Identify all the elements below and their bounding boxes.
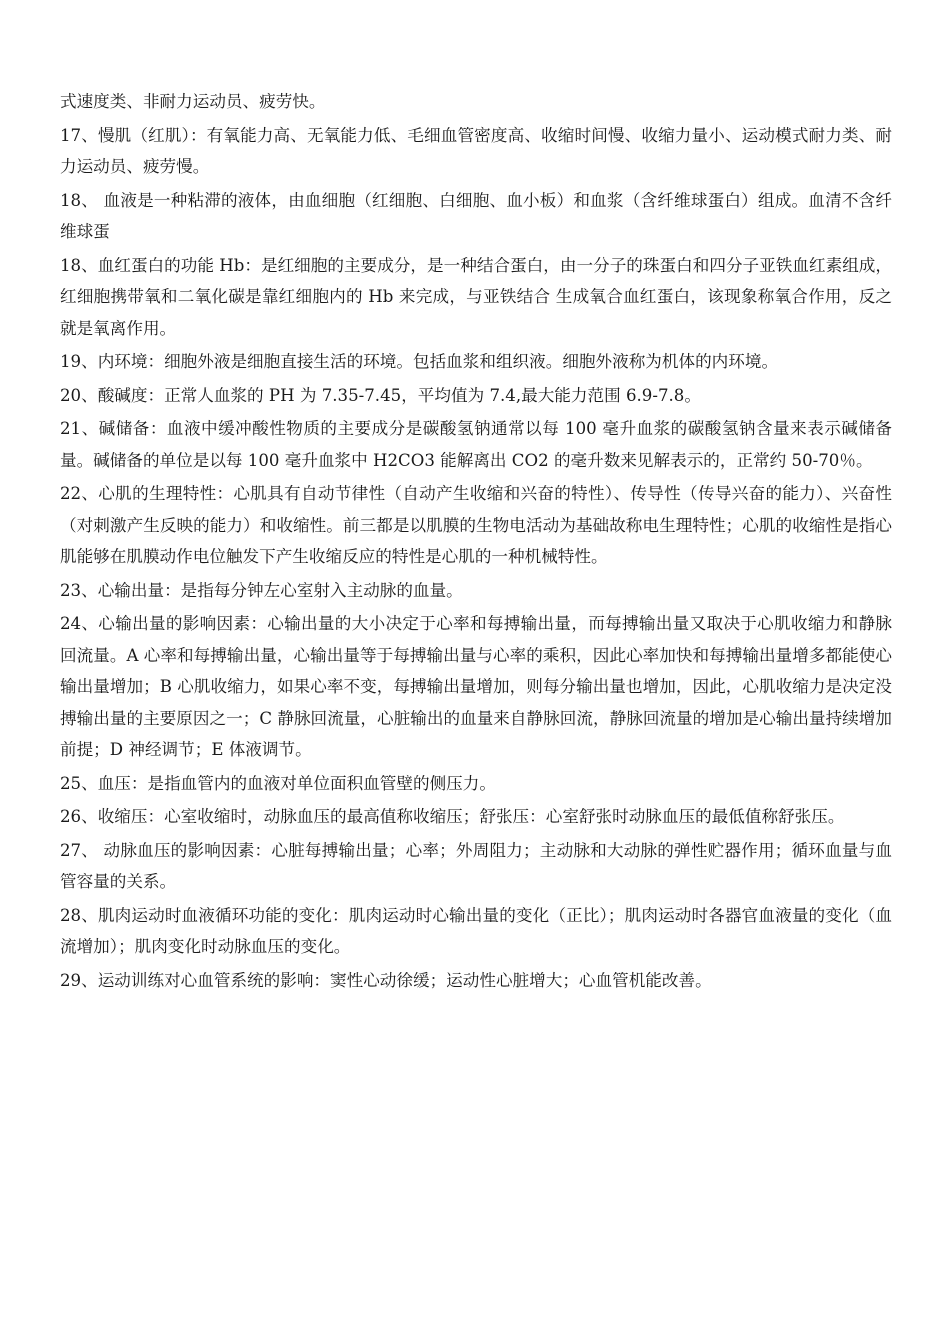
paragraph-internal-environment: 19、内环境：细胞外液是细胞直接生活的环境。包括血浆和组织液。细胞外液称为机体的内环境。 — [60, 352, 779, 371]
document-body — [60, 86, 892, 998]
paragraph-speed-type-continued: 式速度类、非耐力运动员、疲劳快。 — [60, 92, 326, 111]
paragraph-slow-muscle: 17、慢肌（红肌）：有氧能力高、无氧能力低、毛细血管密度高、收缩时间慢、收缩力量小、运动模式耐力类、耐力运动员、疲劳慢。 — [60, 125, 892, 176]
paragraph-arterial-pressure-factors: 27、 动脉血压的影响因素：心脏每搏输出量；心率；外周阻力；主动脉和大动脉的弹性贮器作用；循环血量与血管容量的关系。 — [60, 840, 892, 891]
paragraph-cardiac-muscle-properties: 22、心肌的生理特性：心肌具有自动节律性（自动产生收缩和兴奋的特性）、传导性（传导兴奋的能力）、兴奋性（对刺激产生反映的能力）和收缩性。前三都是以肌膜的生物电活动为基础故称电生理特性；心肌的收缩性是指心肌能够在肌膜动作电位触发下产生收缩反应的特性是心肌的一种机械特性。 — [60, 484, 892, 566]
paragraph-training-effects: 29、运动训练对心血管系统的影响：窦性心动徐缓；运动性心脏增大；心血管机能改善。 — [60, 970, 712, 990]
paragraph-blood: 18、 血液是一种粘滞的液体，由血细胞（红细胞、白细胞、血小板）和血浆（含纤维球蛋白）组成。血清不含纤维球蛋 — [60, 190, 892, 241]
paragraph-alkali-reserve: 21、碱储备：血液中缓冲酸性物质的主要成分是碳酸氢钠通常以每 100 毫升血浆的碳酸氢钠含量来表示碱储备量。碱储备的单位是以每 100 毫升血浆中 H2CO3 能解离出 CO2 的毫升数来见解表示的，正常约 50-70％。 — [60, 419, 892, 470]
paragraph-blood-pressure: 25、血压：是指血管内的血液对单位面积血管壁的侧压力。 — [60, 773, 496, 793]
paragraph-cardiac-output-factors: 24、心输出量的影响因素：心输出量的大小决定于心率和每搏输出量，而每搏输出量又取决于心肌收缩力和静脉回流量。A 心率和每搏输出量，心输出量等于每搏输出量与心率的乘积，因此心率加快和每搏输出量增多都能使心输出量增加；B 心肌收缩力，如果心率不变，每搏输出量增加，则每分输出量也增加，因此，心肌收缩力是决定没搏输出量的主要原因之一；C 静脉回流量，心脏输出的血量来自静脉回流，静脉回流量的增加是心输出量持续增加前提；D 神经调节；E 体液调节。 — [60, 614, 892, 759]
paragraph-hemoglobin: 18、血红蛋白的功能 Hb：是红细胞的主要成分，是一种结合蛋白，由一分子的珠蛋白和四分子亚铁血红素组成，红细胞携带氧和二氧化碳是靠红细胞内的 Hb 来完成，与亚铁结合 生成氧合血红蛋白，该现象称氧合作用，反之就是氧离作用。 — [60, 255, 892, 338]
paragraph-ph: 20、酸碱度：正常人血浆的 PH 为 7.35-7.45，平均值为 7.4,最大能力范围 6.9-7.8。 — [60, 385, 701, 405]
paragraph-circulation-during-exercise: 28、肌肉运动时血液循环功能的变化：肌肉运动时心输出量的变化（正比）；肌肉运动时各器官血液量的变化（血流增加）；肌肉变化时动脉血压的变化。 — [60, 905, 892, 956]
paragraph-cardiac-output: 23、心输出量：是指每分钟左心室射入主动脉的血量。 — [60, 580, 463, 600]
paragraph-systolic-diastolic: 26、收缩压：心室收缩时，动脉血压的最高值称收缩压；舒张压：心室舒张时动脉血压的最低值称舒张压。 — [60, 807, 845, 826]
